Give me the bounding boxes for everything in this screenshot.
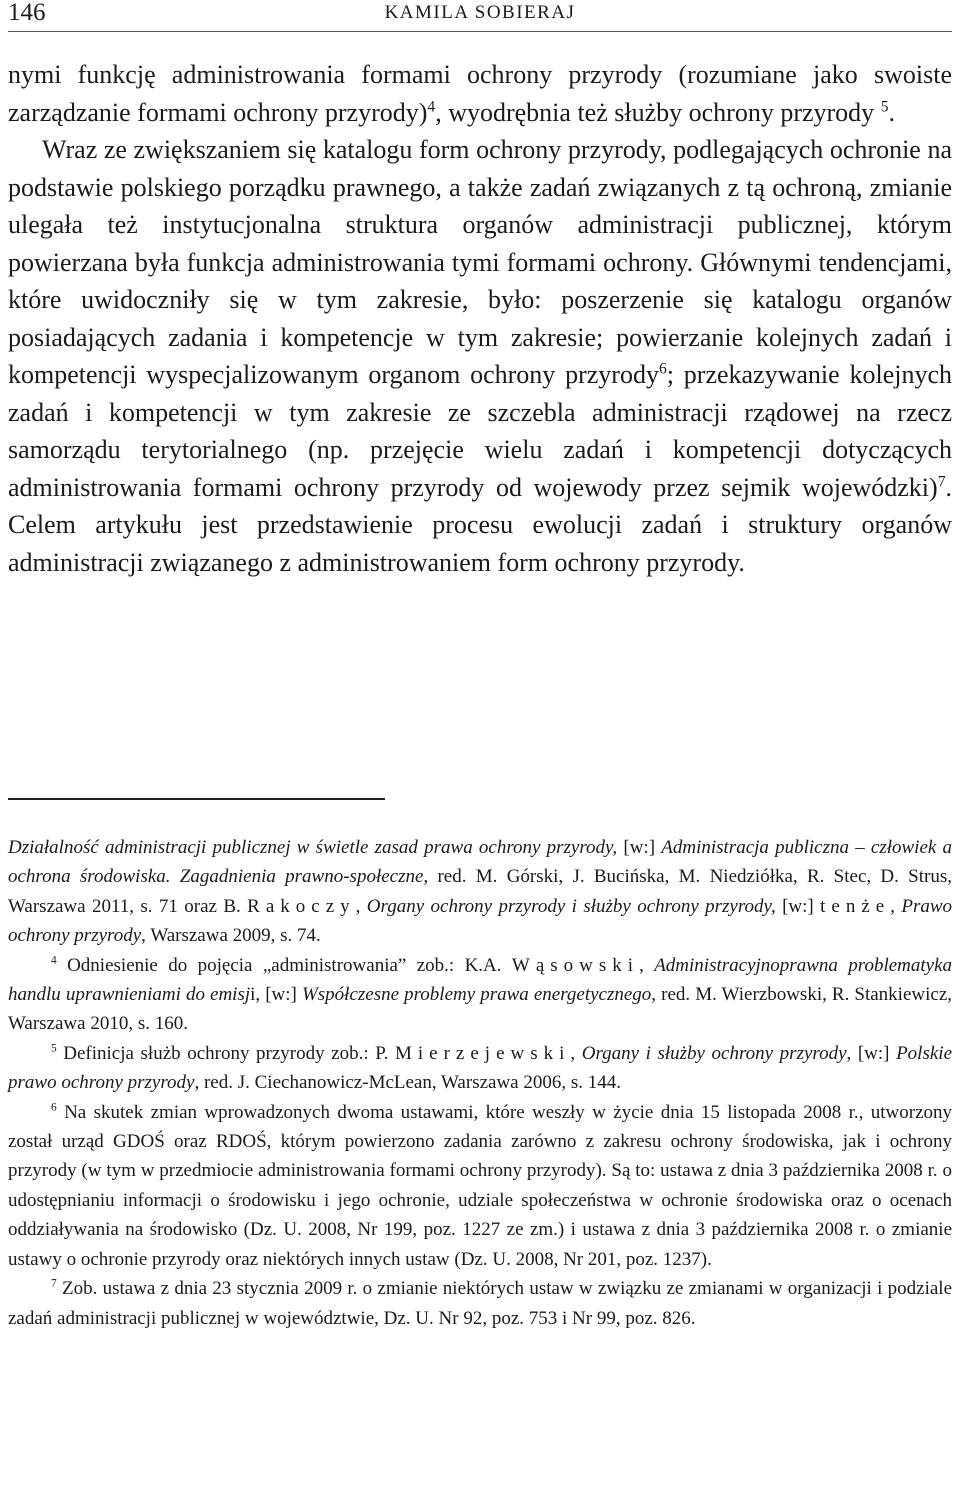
- footnotes: [8, 833, 952, 1333]
- footnote-text: Działalność administracji publicznej w świetle zasad prawa ochrony przyrody,: [8, 837, 618, 858]
- footnote-text: [w:]: [617, 837, 662, 858]
- body-paragraph: [8, 131, 952, 581]
- footnote-text: Polskie prawo ochrony przyrody: [8, 1042, 953, 1094]
- footnote-ref-7: 7: [937, 472, 946, 490]
- footnote-text: Zob. ustawa z dnia 23 stycznia 2009 r. o zmianie niektórych ustaw w związku ze zmianami w organizacji i podziale zadań administracji publicznej w województwie, Dz. U. Nr 92, poz. 753 i Nr 99, poz. 826.: [8, 1278, 952, 1329]
- footnote-text: , Warszawa 2009, s. 74.: [141, 925, 321, 947]
- footnote-number: 5: [51, 1042, 57, 1055]
- footnote-text: [w:]: [775, 895, 821, 917]
- footnote-text: Współczesne problemy prawa energetycznego,: [301, 984, 657, 1006]
- footnote-text: Administracyjnoprawna problematyka handlu uprawnieniami do emisj: [8, 954, 953, 1006]
- body-text: Wraz ze zwiększaniem się katalogu form ochrony przyrody, podlegających ochronie na podstawie polskiego porządku prawnego, a także zadań związanych z tą ochroną, zmianie ulegała też instytucjonalna struktura organów administracji publicznej, którym powierzana była funkcja administrowania tymi formami ochrony. Głównymi tendencjami, które uwidoczniły się w tym zakresie, było: poszerzenie się katalogu organów posiadających zadania i kompetencje w tym zakresie; powierzanie kolejnych zadań i kompetencji wyspecjalizowanym organom ochrony przyrody: [8, 135, 952, 389]
- footnote-number: 6: [51, 1101, 57, 1114]
- footnote-text: ,: [355, 895, 367, 917]
- footnote-author: tenże: [820, 895, 891, 917]
- body-paragraph: [8, 56, 952, 131]
- running-head-author: KAMILA SOBIERAJ: [384, 2, 576, 23]
- footnote-text: , [w:]: [846, 1042, 897, 1064]
- page-number: 146: [8, 0, 46, 26]
- footnote-text: Administracja publiczna – człowiek a ochrona środowiska. Zagadnienia prawno-społeczne,: [8, 837, 953, 888]
- footnote-ref-6: 6: [658, 360, 667, 378]
- footnote-author: Rakoczy: [247, 895, 356, 917]
- header-rule: [8, 31, 952, 32]
- footnote-text: ,: [570, 1042, 582, 1064]
- footnote-text: Definicja służb ochrony przyrody zob.: P.: [56, 1042, 395, 1064]
- footnote-text: , red. J. Ciechanowicz-McLean, Warszawa 2006, s. 144.: [194, 1072, 622, 1094]
- footnote-text: ,: [890, 895, 902, 917]
- body-text: nymi funkcję administrowania formami ochrony przyrody (rozumiane jako swoiste zarządzanie formami ochrony przyrody): [8, 60, 952, 127]
- footnote-text: red. M. Górski, J. Bucińska, M. Niedziółka, R. Stec, D. Strus, Warszawa 2011, s. 71 oraz B.: [8, 866, 952, 917]
- footnote-text: Organy ochrony przyrody i służby ochrony przyrody,: [366, 895, 776, 917]
- footnote-5: [8, 1039, 952, 1098]
- running-header: [8, 0, 952, 34]
- footnote-3: [8, 833, 952, 951]
- footnote-separator: [8, 798, 385, 800]
- footnote-7: [8, 1274, 952, 1333]
- footnote-text: Prawo ochrony przyrody: [8, 895, 953, 947]
- footnote-ref-4: 4: [427, 97, 436, 115]
- body-text: ; przekazywanie kolejnych zadań i kompetencji w tym zakresie ze szczebla administracji rządowej na rzecz samorządu terytorialnego (np. przejęcie wielu zadań i kompetencji dotyczących administrowania formami ochrony przyrody od wojewody przez sejmik wojewódzki): [8, 360, 952, 502]
- body-text: .: [888, 97, 895, 127]
- body-text: . Celem artykułu jest przedstawienie procesu ewolucji zadań i struktury organów administracji związanego z administrowaniem form ochrony przyrody.: [8, 472, 952, 577]
- footnote-text: ,: [639, 954, 655, 976]
- main-text: [8, 56, 952, 581]
- footnote-6: [8, 1098, 952, 1274]
- footnote-4: [8, 951, 952, 1039]
- body-text: , wyodrębnia też służby ochrony przyrody: [435, 97, 881, 127]
- footnote-number: 7: [51, 1277, 57, 1290]
- footnote-text: Odniesienie do pojęcia „administrowania” zob.: K.A.: [56, 954, 512, 976]
- footnote-text: i, [w:]: [250, 984, 302, 1006]
- footnote-author: Mierzejewski: [395, 1042, 571, 1064]
- footnote-text: Organy i służby ochrony przyrody: [581, 1042, 847, 1064]
- footnote-text: red. M. Wierzbowski, R. Stankiewicz, Warszawa 2010, s. 160.: [8, 984, 952, 1035]
- footnote-text: Na skutek zmian wprowadzonych dwoma ustawami, które weszły w życie dnia 15 listopada 2008 r., utworzony został urząd GDOŚ oraz RDOŚ, którym powierzono zadania zarówno z zakresu ochrony środowiska, jak i ochrony przyrody (w tym w przedmiocie administrowania formami ochrony przyrody). Są to: ustawa z dnia 3 października 2008 r. o udostępnianiu informacji o środowisku i jego ochronie, udziale społeczeństwa w ochronie środowiska oraz o ocenach oddziaływania na środowisko (Dz. U. 2008, Nr 199, poz. 1227 ze zm.) i ustawa z dnia 3 października 2008 r. o zmianie ustawy o ochronie przyrody oraz niektórych innych ustaw (Dz. U. 2008, Nr 201, poz. 1237).: [8, 1101, 952, 1270]
- footnote-number: 4: [51, 954, 57, 967]
- footnote-author: Wąsowski: [511, 954, 640, 976]
- footnote-ref-5: 5: [880, 97, 889, 115]
